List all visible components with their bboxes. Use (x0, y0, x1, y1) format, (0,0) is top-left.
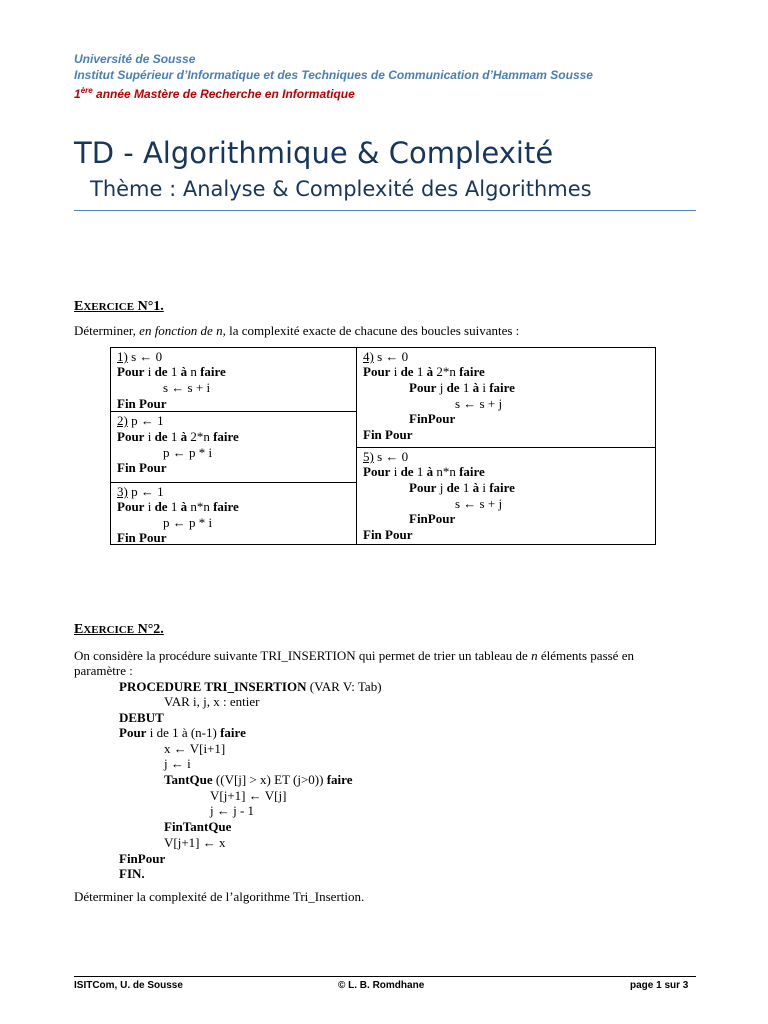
heading-number: N°2. (134, 622, 164, 637)
loop-5-inner-for (409, 480, 515, 495)
footer-divider (74, 976, 696, 977)
loop-limit: 2*n (187, 429, 214, 444)
kw-de: de (446, 380, 460, 395)
loop-5-init-text: s ← 0 (373, 449, 409, 464)
kw-procedure: PROCEDURE TRI_INSERTION (119, 679, 307, 694)
loop-5-end (363, 527, 412, 542)
kw-faire: faire (220, 725, 246, 740)
loop-limit: n*n (187, 499, 214, 514)
kw-faire: faire (489, 380, 515, 395)
kw-faire: faire (489, 480, 515, 495)
loop-var: i (144, 429, 155, 444)
loop-limit: i (479, 380, 490, 395)
exercise-2-question: Déterminer la complexité de l’algorithme Tri_Insertion. (74, 889, 365, 904)
kw-finpour: FinPour (409, 511, 456, 526)
kw-finpour: FinPour (409, 411, 456, 426)
code-fin (119, 866, 145, 881)
loop-2-body: p ← p * i (163, 445, 213, 460)
code-shift: V[j+1] ← V[j] (210, 788, 287, 803)
intro-italic: en fonction de n (139, 323, 223, 338)
footer-page-number: page 1 sur 3 (630, 980, 689, 991)
loop-var: i (390, 464, 401, 479)
exercise-1-heading (74, 297, 164, 315)
kw-faire: faire (213, 429, 239, 444)
kw-a: à (472, 380, 480, 395)
loop-3-label: 3) (117, 484, 128, 499)
kw-de: de (446, 480, 460, 495)
loop-4-init (363, 349, 408, 364)
year-text: année Mastère de Recherche en Informatique (92, 87, 355, 101)
loop-1-init (117, 349, 162, 364)
heading-number: N°1. (134, 299, 164, 314)
loop-1-end (117, 396, 166, 411)
code-place: V[j+1] ← x (164, 835, 226, 850)
code-end-while (164, 819, 231, 834)
kw-finpour: FinPour (119, 851, 166, 866)
kw-fintantque: FinTantQue (164, 819, 232, 834)
loop-1-label: 1) (117, 349, 128, 364)
loop-start: 1 (413, 464, 427, 479)
kw-de: de (154, 429, 168, 444)
loop-var: i (144, 499, 155, 514)
loop-3-end (117, 530, 166, 545)
intro-text-end: éléments passé en (537, 648, 634, 663)
loop-4-for (363, 364, 485, 379)
kw-faire: faire (213, 499, 239, 514)
table-row-divider (356, 447, 656, 448)
heading-smallcaps: XERCICE (83, 301, 135, 313)
loop-var: i (144, 364, 155, 379)
heading-initial: E (74, 622, 84, 637)
loop-var: i (390, 364, 401, 379)
for-range: i de 1 à (n-1) (146, 725, 221, 740)
kw-de: de (400, 464, 414, 479)
loop-2-end (117, 460, 166, 475)
loop-5-label: 5) (363, 449, 374, 464)
loop-start: 1 (167, 429, 181, 444)
loop-var: j (436, 380, 447, 395)
kw-pour: Pour (117, 364, 145, 379)
loop-4-label: 4) (363, 349, 374, 364)
kw-de: de (154, 364, 168, 379)
kw-fin: FIN. (119, 866, 145, 881)
code-var-decl: VAR i, j, x : entier (164, 694, 260, 709)
kw-pour: Pour (117, 499, 145, 514)
kw-fin-pour: Fin Pour (117, 460, 167, 475)
code-for (119, 725, 246, 740)
loop-3-for (117, 499, 239, 514)
loop-limit: 2*n (433, 364, 460, 379)
kw-fin-pour: Fin Pour (117, 530, 167, 545)
loop-4-init-text: s ← 0 (373, 349, 409, 364)
code-decrement: j ← j - 1 (210, 803, 255, 818)
loop-start: 1 (459, 480, 473, 495)
intro-text: On considère la procédure suivante TRI_INSERTION qui permet de trier un tableau de (74, 648, 532, 663)
loop-3-init-text: p ← 1 (127, 484, 164, 499)
loop-5-for (363, 464, 485, 479)
code-x-assign: x ← V[i+1] (164, 741, 226, 756)
loop-4-inner-end (409, 411, 455, 426)
loop-3-init (117, 484, 164, 499)
kw-faire: faire (459, 364, 485, 379)
code-procedure-header (119, 679, 382, 694)
kw-a: à (472, 480, 480, 495)
loop-1-for (117, 364, 226, 379)
loops-table (110, 347, 656, 545)
kw-de: de (154, 499, 168, 514)
document-title: TD - Algorithmique & Complexité (74, 136, 554, 170)
code-end-for (119, 851, 165, 866)
loop-start: 1 (413, 364, 427, 379)
kw-debut: DEBUT (119, 710, 164, 725)
kw-fin-pour: Fin Pour (363, 527, 413, 542)
loop-limit: n*n (433, 464, 460, 479)
title-divider (74, 210, 696, 211)
kw-faire: faire (459, 464, 485, 479)
while-condition: ((V[j] > x) ET (j>0)) (212, 772, 327, 787)
table-row-divider (111, 411, 356, 412)
kw-fin-pour: Fin Pour (363, 427, 413, 442)
kw-fin-pour: Fin Pour (117, 396, 167, 411)
exercise-2-heading (74, 620, 164, 638)
exercise-2-intro-line-1 (74, 648, 634, 663)
kw-a: à (426, 464, 434, 479)
university-name: Université de Sousse (74, 52, 196, 66)
loop-limit: n (187, 364, 201, 379)
loop-3-body: p ← p * i (163, 515, 213, 530)
loop-5-init (363, 449, 408, 464)
loop-4-inner-for (409, 380, 515, 395)
kw-a: à (180, 499, 188, 514)
kw-a: à (180, 364, 188, 379)
institute-name: Institut Supérieur d’Informatique et des Techniques de Communication d’Hammam Sousse (74, 68, 593, 82)
code-j-assign: j ← i (164, 756, 191, 771)
loop-2-init (117, 413, 164, 428)
kw-de: de (400, 364, 414, 379)
loop-5-body: s ← s + j (455, 496, 503, 511)
year-superscript: ère (80, 86, 93, 95)
kw-faire: faire (326, 772, 353, 787)
footer-left: ISITCom, U. de Sousse (74, 980, 183, 991)
kw-pour: Pour (409, 380, 437, 395)
kw-pour: Pour (409, 480, 437, 495)
heading-smallcaps: XERCICE (83, 624, 135, 636)
intro-text: Déterminer, (74, 323, 140, 338)
loop-5-inner-end (409, 511, 455, 526)
document-subtitle: Thème : Analyse & Complexité des Algorithmes (90, 177, 592, 201)
loop-start: 1 (459, 380, 473, 395)
loop-1-init-text: s ← 0 (127, 349, 163, 364)
loop-limit: i (479, 480, 490, 495)
intro-text-end: , la complexité exacte de chacune des boucles suivantes : (222, 323, 520, 338)
loop-2-for (117, 429, 239, 444)
loop-1-body: s ← s + i (163, 380, 211, 395)
exercise-2-intro-line-2: paramètre : (74, 663, 133, 678)
kw-pour: Pour (363, 464, 391, 479)
kw-pour: Pour (117, 429, 145, 444)
table-row-divider (111, 482, 356, 483)
heading-initial: E (74, 299, 84, 314)
intro-italic-n: n (531, 648, 538, 663)
kw-a: à (180, 429, 188, 444)
loop-2-label: 2) (117, 413, 128, 428)
procedure-args: (VAR V: Tab) (306, 679, 382, 694)
kw-pour: Pour (363, 364, 391, 379)
program-year (74, 83, 355, 102)
kw-tantque: TantQue (164, 772, 213, 787)
year-number: 1 (74, 87, 81, 101)
kw-pour: Pour (119, 725, 147, 740)
loop-4-body: s ← s + j (455, 396, 503, 411)
loop-start: 1 (167, 364, 181, 379)
loop-start: 1 (167, 499, 181, 514)
kw-a: à (426, 364, 434, 379)
loop-var: j (436, 480, 447, 495)
table-column-divider (356, 348, 357, 544)
code-while (164, 772, 352, 787)
code-debut (119, 710, 164, 725)
loop-2-init-text: p ← 1 (127, 413, 164, 428)
footer-center: © L. B. Romdhane (338, 980, 425, 991)
exercise-1-intro (74, 323, 519, 338)
kw-faire: faire (200, 364, 226, 379)
loop-4-end (363, 427, 412, 442)
